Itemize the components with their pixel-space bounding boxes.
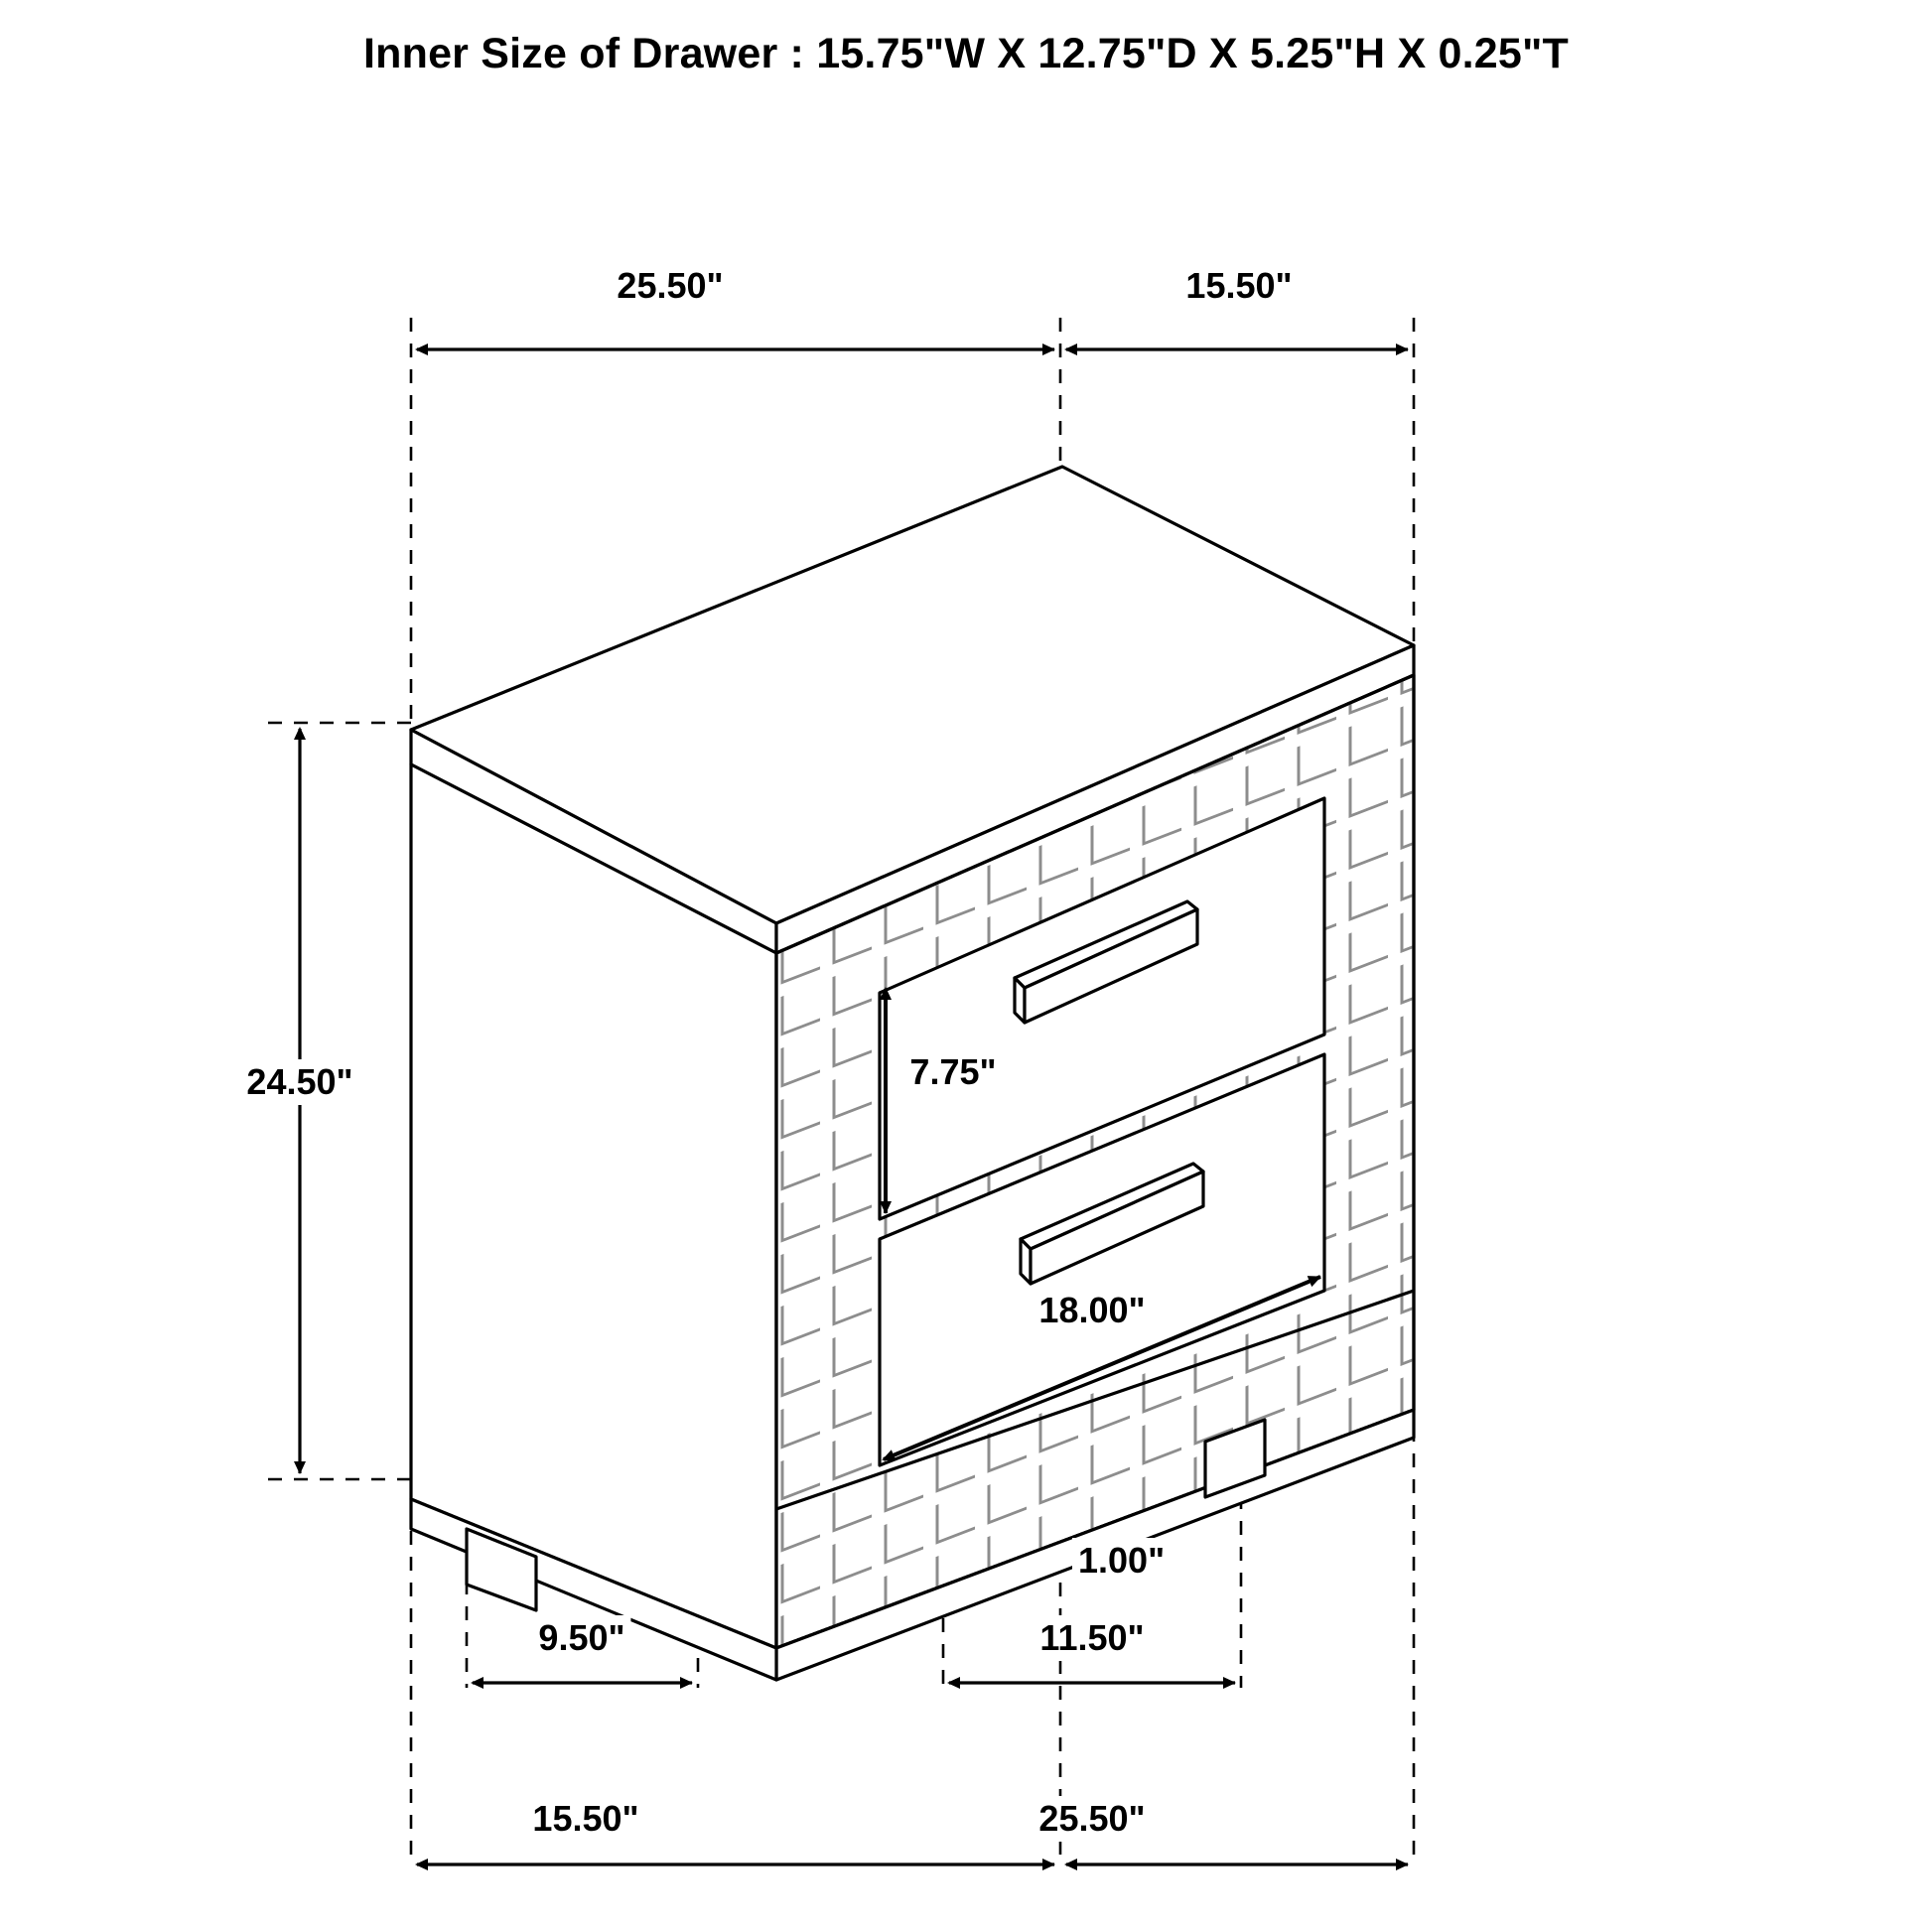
- dimension-label-left-foot-span: 9.50": [532, 1615, 630, 1661]
- dimension-label-drawer-height: 7.75": [903, 1049, 1002, 1095]
- dimension-label-overall-height: 24.50": [240, 1059, 358, 1105]
- dimension-label-front-foot-span: 11.50": [1034, 1615, 1150, 1661]
- dimension-label-bottom-front-width: 25.50": [1033, 1796, 1151, 1842]
- dimension-label-base-gap: 1.00": [1072, 1538, 1171, 1584]
- dimension-label-bottom-left-depth: 15.50": [526, 1796, 644, 1842]
- dimension-label-top-right-depth: 15.50": [1179, 263, 1298, 309]
- dimension-label-drawer-width: 18.00": [1033, 1288, 1151, 1333]
- page-title: Inner Size of Drawer : 15.75"W X 12.75"D X 5.25"H X 0.25"T: [362, 30, 1570, 77]
- dimension-label-top-left-width: 25.50": [611, 263, 729, 309]
